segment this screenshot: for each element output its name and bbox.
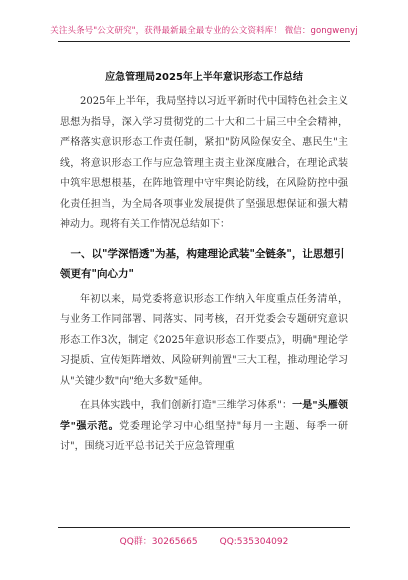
footer-divider [58, 527, 350, 528]
footer-banner [0, 534, 408, 547]
section-heading-1: 一、以"学深悟透"为基，构建理论武装"全链条"，让思想引领更有"向心力" [60, 247, 345, 280]
paragraph-lead-text: 在具体实践中，我们创新打造"三维学习体系"： [80, 400, 293, 411]
paragraph-rest-text: 党委理论学习中心组坚持"每月一主题、每季一研讨"，围绕习近平总书记关于应急管理重 [60, 420, 348, 452]
section1-paragraph-2 [60, 396, 348, 458]
footer-qq-number: QQ:535304092 [219, 537, 289, 547]
paragraph-bold-text: 一是"头雁领学"强示范。 [60, 400, 348, 432]
header-divider [58, 41, 350, 42]
section1-paragraph-1: 年初以来，局党委将意识形态工作纳入年度重点任务清单，与业务工作同部署、同落实、同考核，召开党委会专题研究意识形态工作3次，制定《2025年意识形态工作要点》，明确"理论学习提质、宣传矩阵增效、风险研判前置"三大工程，推动理论学习从"关键少数"向"绝大多数"延伸。 [60, 293, 348, 387]
document-body [60, 92, 348, 458]
header-banner: 关注头条号"公文研究"，获得最新最全最专业的公文资料库！ 微信：gongwenyj [50, 26, 358, 36]
document-title: 应急管理局2025年上半年意识形态工作总结 [105, 72, 303, 83]
intro-paragraph: 2025年上半年，我局坚持以习近平新时代中国特色社会主义思想为指导，深入学习贯彻党的二十大和二十届三中全会精神，严格落实意识形态工作责任制，紧扣"防风险保安全、惠民生"主线，将意识形态工作与应急管理主责主业深度融合，在理论武装中筑牢思想根基，在阵地管理中守牢舆论防线，在风险防控中强化责任担当，为全局各项事业发展提供了坚强思想保证和强大精神动力。现将有关工作情况总结如下： [60, 96, 348, 230]
footer-qq-group: QQ群：30265665 [119, 537, 198, 547]
